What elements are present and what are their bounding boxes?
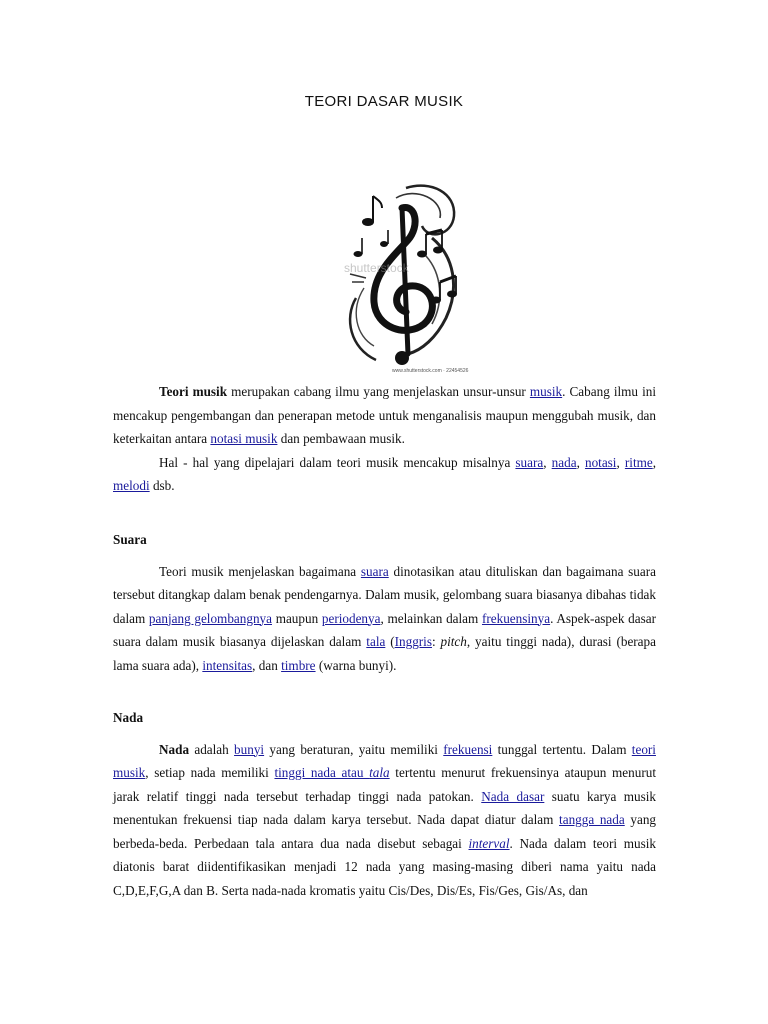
intro-section (113, 380, 656, 498)
intro-paragraph-1: Teori musik merupakan cabang ilmu yang menjelaskan unsur-unsur musik. Cabang ilmu ini mencakup pengembangan dan penerapan metode untuk menganalisis maupun menggubah musik, dan keterkaitan antara notasi musik dan pembawaan musik. (113, 384, 657, 446)
link-suara-2[interactable]: suara (360, 563, 389, 579)
suara-paragraph: Teori musik menjelaskan bagaimana suara dinotasikan atau dituliskan dan bagaimana suara tersebut ditangkap dalam benak pendengarnya. Dalam musik, gelombang suara biasanya dibahas tidak dalam panjang gelombangnya maupun periodenya, melainkan dalam frekuensinya. Aspek-aspek dasar suara dalam musik biasanya dijelaskan dalam tala (Inggris: pitch, yaitu tinggi nada), durasi (berapa lama suara ada), intensitas, dan timbre (warna bunyi). (113, 563, 656, 673)
link-intensitas[interactable]: intensitas (202, 657, 253, 673)
bold-term: Teori musik (159, 384, 228, 399)
section-heading-suara: Suara (113, 532, 147, 547)
link-panjang-gelombang[interactable]: panjang gelombangnya (148, 610, 272, 626)
page-title: TEORI DASAR MUSIK (304, 93, 464, 110)
figure-caption: www.shutterstock.com · 22454526 (392, 368, 469, 374)
link-tangga-nada[interactable]: tangga nada (559, 812, 625, 827)
link-nada-dasar[interactable]: Nada dasar (481, 788, 545, 804)
nada-paragraph: Nada adalah bunyi yang beraturan, yaitu memiliki frekuensi tunggal tertentu. Dalam teori musik, setiap nada memiliki tinggi nada atau tala tertentu menurut frekuensinya ataupun menurut jarak relatif tinggi nada tersebut terhadap tinggi nada patokan. Nada dasar suatu karya musik menentukan frekuensi tiap nada dalam karya tersebut. Nada dapat diatur dalam tangga nada yang berbeda-beda. Perbedaan tala antara dua nada disebut sebagai interval. Nada dalam teori musik diatonis barat diidentifikasikan menjadi 12 nada yang masing-masing diberi nama yaitu nada C,D,E,F,G,A dan B. Serta nada-nada kromatis yaitu Cis/Des, Dis/Es, Fis/Ges, Gis/As, dan (113, 741, 657, 898)
section-heading-nada: Nada (113, 710, 144, 725)
link-suara[interactable]: suara (515, 454, 544, 470)
nada-section (113, 706, 656, 902)
link-musik[interactable]: musik (529, 384, 563, 399)
link-frekuensi-2[interactable]: frekuensi (443, 741, 493, 757)
link-teori-musik[interactable]: teori musik (113, 741, 656, 780)
link-notasi-musik[interactable]: notasi musik (210, 431, 278, 446)
treble-clef-music-notes-icon (336, 178, 470, 374)
figure (336, 178, 470, 374)
link-bunyi[interactable]: bunyi (234, 741, 265, 757)
link-periode[interactable]: periodenya (321, 610, 381, 626)
link-tala[interactable]: tala (366, 634, 386, 649)
intro-paragraph-2: Hal - hal yang dipelajari dalam teori musik mencakup misalnya suara, nada, notasi, ritme, melodi dsb. (113, 454, 657, 493)
suara-section (113, 528, 656, 677)
link-ritme[interactable]: ritme (624, 454, 653, 470)
link-frekuensi[interactable]: frekuensinya (481, 610, 551, 626)
link-tinggi-nada[interactable]: tinggi nada atau tala (274, 765, 390, 780)
link-notasi[interactable]: notasi (584, 454, 617, 470)
link-inggris[interactable]: Inggris (394, 634, 432, 649)
link-timbre[interactable]: timbre (281, 657, 316, 673)
link-nada[interactable]: nada (551, 454, 577, 470)
link-melodi[interactable]: melodi (113, 478, 150, 493)
link-interval[interactable]: interval (468, 835, 510, 851)
watermark-text: shutterstock (344, 261, 409, 275)
